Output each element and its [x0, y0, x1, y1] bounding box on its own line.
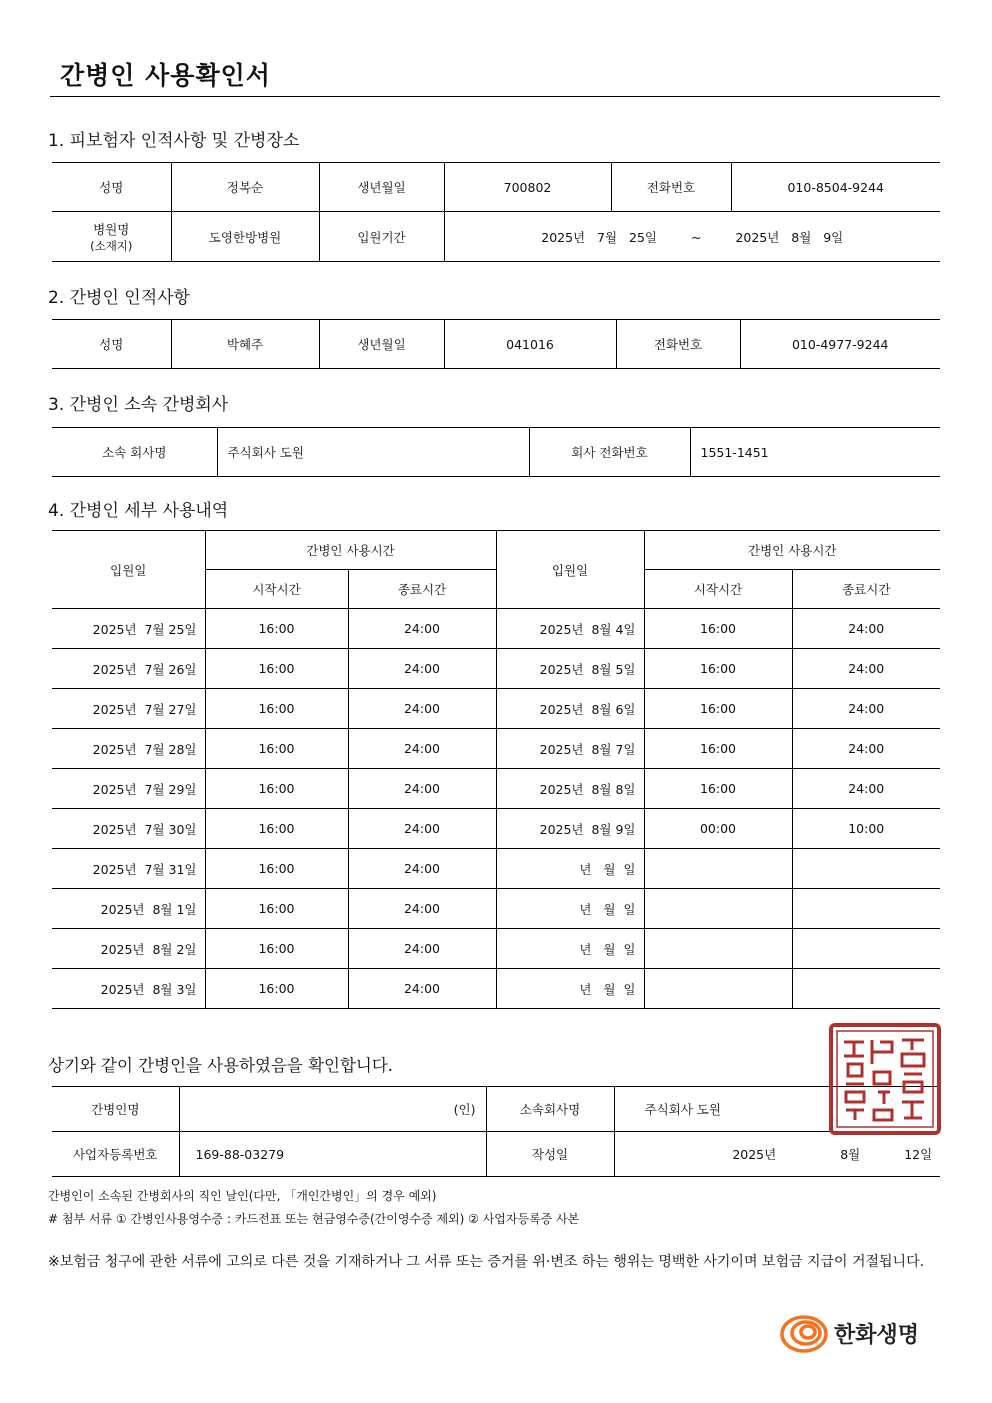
usage-end-right [792, 849, 940, 889]
caregiver-info-table [52, 319, 940, 369]
usage-end-right: 24:00 [792, 649, 940, 689]
hanwha-logo-icon [778, 1310, 830, 1356]
usage-start-left: 16:00 [205, 849, 348, 889]
usage-row [52, 689, 940, 729]
usage-row [52, 889, 940, 929]
usage-start-left: 16:00 [205, 969, 348, 1009]
confirmation-table [52, 1086, 940, 1177]
usage-end-right: 10:00 [792, 809, 940, 849]
usage-end-left: 24:00 [348, 769, 496, 809]
usage-date-right: 년 월 일 [496, 969, 644, 1009]
attachment-note: # 첨부 서류 ① 간병인사용영수증 : 카드전표 또는 현금영수증(간이영수증 제외) ② 사업자등록증 사본 [48, 1212, 580, 1226]
usage-row [52, 649, 940, 689]
usage-end-left: 24:00 [348, 889, 496, 929]
company-name: 주식회사 도원 [217, 428, 529, 477]
usage-end-right [792, 969, 940, 1009]
usage-row [52, 929, 940, 969]
company-phone-label: 회사 전화번호 [529, 428, 690, 477]
usage-row [52, 809, 940, 849]
usage-date-left: 2025년 7월 31일 [52, 849, 205, 889]
usage-date-right: 2025년 8월 6일 [496, 689, 644, 729]
usage-date-right: 년 월 일 [496, 929, 644, 969]
usage-end-left: 24:00 [348, 689, 496, 729]
usage-date-left: 2025년 7월 25일 [52, 609, 205, 649]
section3-heading: 3. 간병인 소속 간병회사 [48, 395, 229, 415]
usage-start-right: 00:00 [644, 809, 792, 849]
usage-start-left: 16:00 [205, 729, 348, 769]
section4-heading: 4. 간병인 세부 사용내역 [48, 501, 229, 521]
col-time-left: 간병인 사용시간 [205, 531, 496, 570]
company-info-table [52, 427, 940, 477]
usage-start-left: 16:00 [205, 929, 348, 969]
confirm-company-name: 주식회사 도원 [614, 1087, 940, 1132]
usage-start-left: 16:00 [205, 649, 348, 689]
col-end-right: 종료시간 [792, 570, 940, 609]
fraud-warning: ※보험금 청구에 관한 서류에 고의로 다른 것을 기재하거나 그 서류 또는 증거를 위·변조 하는 행위는 명백한 사기이며 보험금 지급이 거절됩니다. [48, 1254, 925, 1270]
caregiver-birth-label: 생년월일 [319, 320, 444, 369]
usage-date-left: 2025년 7월 30일 [52, 809, 205, 849]
confirm-company-label: 소속회사명 [486, 1087, 614, 1132]
title-divider [50, 96, 940, 97]
usage-end-right: 24:00 [792, 609, 940, 649]
usage-date-left: 2025년 7월 27일 [52, 689, 205, 729]
company-label: 소속 회사명 [52, 428, 217, 477]
period-label: 입원기간 [319, 212, 444, 262]
usage-date-left: 2025년 7월 28일 [52, 729, 205, 769]
usage-date-right: 년 월 일 [496, 889, 644, 929]
usage-row [52, 729, 940, 769]
col-end-left: 종료시간 [348, 570, 496, 609]
hospital-name: 도영한방병원 [171, 212, 319, 262]
usage-date-left: 2025년 8월 1일 [52, 889, 205, 929]
section1-heading: 1. 피보험자 인적사항 및 간병장소 [48, 131, 300, 151]
seal-note: 간병인이 소속된 간병회사의 직인 날인(다만, 「개인간병인」의 경우 예외) [48, 1189, 437, 1203]
caregiver-seal-mark: (인) [179, 1087, 486, 1132]
col-start-right: 시작시간 [644, 570, 792, 609]
document-title: 간병인 사용확인서 [60, 61, 271, 90]
usage-start-right [644, 849, 792, 889]
usage-end-left: 24:00 [348, 849, 496, 889]
hospital-label-sub: (소재지) [90, 238, 133, 253]
date-label: 작성일 [486, 1132, 614, 1177]
caregiver-name-label: 성명 [52, 320, 171, 369]
usage-date-right: 2025년 8월 5일 [496, 649, 644, 689]
usage-start-right: 16:00 [644, 689, 792, 729]
company-phone: 1551-1451 [690, 428, 940, 477]
usage-date-right: 2025년 8월 8일 [496, 769, 644, 809]
bizno-value: 169-88-03279 [179, 1132, 486, 1177]
hospital-label-cell [52, 212, 171, 262]
period-start: 2025년 7월 25일 [541, 229, 657, 245]
usage-start-right: 16:00 [644, 609, 792, 649]
col-start-left: 시작시간 [205, 570, 348, 609]
usage-date-left: 2025년 8월 3일 [52, 969, 205, 1009]
insured-name-label: 성명 [52, 163, 171, 212]
confirmation-statement: 상기와 같이 간병인을 사용하였음을 확인합니다. [48, 1056, 394, 1075]
usage-row [52, 609, 940, 649]
usage-row [52, 969, 940, 1009]
written-year: 2025년 [732, 1147, 777, 1162]
usage-row [52, 769, 940, 809]
usage-start-left: 16:00 [205, 769, 348, 809]
usage-start-right: 16:00 [644, 649, 792, 689]
usage-end-right: 24:00 [792, 769, 940, 809]
company-seal-stamp [828, 1022, 942, 1136]
usage-start-right: 16:00 [644, 729, 792, 769]
usage-end-right [792, 929, 940, 969]
usage-date-left: 2025년 7월 29일 [52, 769, 205, 809]
insured-phone-label: 전화번호 [611, 163, 731, 212]
col-date-right: 입원일 [496, 531, 644, 609]
usage-start-right [644, 929, 792, 969]
caregiver-birth: 041016 [444, 320, 616, 369]
insured-name: 정복순 [171, 163, 319, 212]
period-tilde: ~ [690, 229, 702, 245]
caregiver-name: 박혜주 [171, 320, 319, 369]
usage-end-left: 24:00 [348, 929, 496, 969]
usage-row [52, 849, 940, 889]
col-time-right: 간병인 사용시간 [644, 531, 940, 570]
insured-phone: 010-8504-9244 [731, 163, 940, 212]
usage-start-left: 16:00 [205, 689, 348, 729]
hanwha-logo-text: 한화생명 [834, 1323, 920, 1348]
caregiver-phone: 010-4977-9244 [740, 320, 940, 369]
insured-birth: 700802 [444, 163, 611, 212]
col-date-left: 입원일 [52, 531, 205, 609]
usage-end-right: 24:00 [792, 729, 940, 769]
admission-period [444, 212, 940, 262]
usage-start-left: 16:00 [205, 889, 348, 929]
usage-end-left: 24:00 [348, 649, 496, 689]
insured-birth-label: 생년월일 [319, 163, 444, 212]
usage-end-right: 24:00 [792, 689, 940, 729]
usage-end-left: 24:00 [348, 809, 496, 849]
hospital-label: 병원명 [93, 221, 130, 237]
written-day: 12일 [904, 1147, 933, 1162]
usage-date-left: 2025년 8월 2일 [52, 929, 205, 969]
usage-end-left: 24:00 [348, 609, 496, 649]
written-date [614, 1132, 940, 1177]
usage-start-right: 16:00 [644, 769, 792, 809]
insured-info-table [52, 162, 940, 262]
usage-start-right [644, 969, 792, 1009]
usage-start-left: 16:00 [205, 809, 348, 849]
section2-heading: 2. 간병인 인적사항 [48, 288, 190, 308]
usage-end-left: 24:00 [348, 969, 496, 1009]
usage-date-right: 2025년 8월 7일 [496, 729, 644, 769]
usage-end-right [792, 889, 940, 929]
usage-start-right [644, 889, 792, 929]
usage-start-left: 16:00 [205, 609, 348, 649]
usage-date-right: 년 월 일 [496, 849, 644, 889]
period-end: 2025년 8월 9일 [735, 229, 844, 245]
usage-end-left: 24:00 [348, 729, 496, 769]
caregiver-phone-label: 전화번호 [616, 320, 740, 369]
usage-date-left: 2025년 7월 26일 [52, 649, 205, 689]
written-month: 8월 [840, 1147, 861, 1162]
usage-date-right: 2025년 8월 9일 [496, 809, 644, 849]
bizno-label: 사업자등록번호 [52, 1132, 179, 1177]
usage-detail-table [52, 530, 940, 1009]
caregiver-sign-label: 간병인명 [52, 1087, 179, 1132]
usage-date-right: 2025년 8월 4일 [496, 609, 644, 649]
